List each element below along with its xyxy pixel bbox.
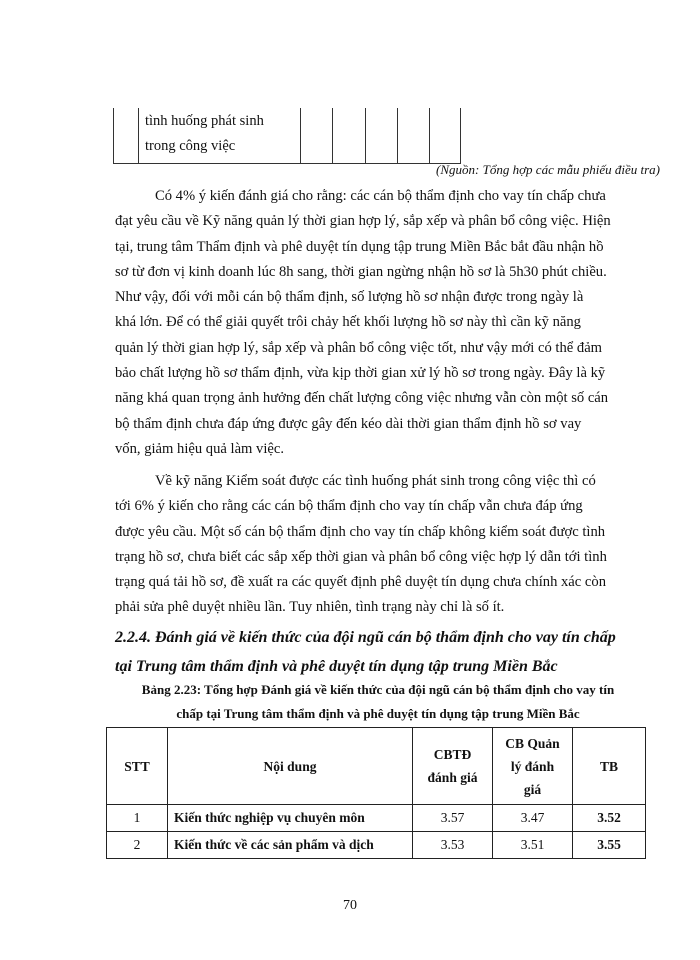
continued-table-fragment: [113, 108, 461, 164]
header-content: Nội dung: [168, 728, 413, 805]
table-caption: [112, 678, 644, 726]
text-line: quản lý thời gian hợp lý, sắp xếp và phân bổ công việc tốt, như vậy mới có thể đảm: [115, 339, 603, 356]
caption-line: chấp tại Trung tâm thẩm định và phê duyệt tín dụng tập trung Miền Bắc: [176, 706, 580, 721]
text-line: trạng hồ sơ, chưa biết các sắp xếp thời gian và phân bổ công việc hợp lý dẫn tới tình: [115, 548, 607, 565]
source-note: (Nguồn: Tổng hợp các mẫu phiếu điều tra): [436, 162, 660, 177]
cell-cbtd: 3.57: [413, 805, 493, 832]
page-number: 70: [343, 898, 357, 913]
table-border: [460, 108, 461, 164]
caption-line: Bảng 2.23: Tổng hợp Đánh giá về kiến thức của đội ngũ cán bộ thẩm định cho vay tín: [141, 682, 615, 697]
header-line: CB Quản: [505, 735, 560, 751]
table-border: [429, 108, 430, 164]
header-tb: TB: [573, 728, 646, 805]
paragraph-time-management: [115, 184, 632, 462]
text-line: phải sửa phê duyệt nhiều lần. Tuy nhiên, tình trạng này chỉ là số ít.: [115, 599, 505, 616]
table-border: [365, 108, 366, 164]
cell-stt: 2: [107, 832, 168, 859]
text-line: năng khá quan trọng ảnh hưởng đến chất lượng công việc nhưng vẫn còn một số cán: [115, 390, 609, 407]
table-row: [107, 805, 646, 832]
text-line: đạt yêu cầu về Kỹ năng quản lý thời gian hợp lý, sắp xếp và phân bổ công việc. Hiện: [115, 213, 611, 230]
text-line: tại, trung tâm Thẩm định và phê duyệt tín dụng tập trung Miền Bắc bắt đầu nhận hồ: [115, 238, 604, 255]
header-line: lý đánh: [510, 758, 555, 774]
cell-cbql: 3.47: [493, 805, 573, 832]
text-line: Có 4% ý kiến đánh giá cho rằng: các cán bộ thẩm định cho vay tín chấp chưa: [155, 188, 606, 204]
table-border: [113, 163, 461, 164]
section-heading: [115, 623, 635, 681]
text-line: bảo chất lượng hồ sơ thẩm định, vừa kịp thời gian xử lý hồ sơ trong ngày. Đây là kỹ: [115, 365, 606, 382]
table-border: [397, 108, 398, 164]
text-line: tới 6% ý kiến cho rằng các cán bộ thẩm định cho vay tín chấp vẫn chưa đáp ứng: [115, 498, 583, 515]
table-border: [113, 108, 114, 164]
table-border: [138, 108, 139, 164]
cell-tb: 3.55: [573, 832, 646, 859]
cell-tb: 3.52: [573, 805, 646, 832]
text-line: trạng quá tải hồ sơ, đề xuất ra các quyết định phê duyệt tín dụng chưa chính xác còn: [115, 574, 606, 591]
heading-line: tại Trung tâm thẩm định và phê duyệt tín dụng tập trung Miền Bắc: [115, 658, 558, 675]
header-line: giá: [523, 781, 542, 797]
table-border: [332, 108, 333, 164]
header-line: đánh giá: [427, 770, 478, 785]
header-line: CBTĐ: [433, 747, 472, 762]
table-cell-text: tình huống phát sinh: [145, 113, 264, 129]
text-line: Về kỹ năng Kiểm soát được các tình huống phát sinh trong công việc thì có: [155, 473, 596, 489]
text-line: vốn, giảm hiệu quả làm việc.: [115, 440, 284, 457]
text-line: Như vậy, đối với mỗi cán bộ thẩm định, số lượng hồ sơ nhận được trong ngày là: [115, 289, 584, 306]
knowledge-evaluation-table: [106, 727, 646, 859]
table-header-row: [107, 728, 646, 805]
text-line: bộ thẩm định chưa đáp ứng được gây đến kéo dài thời gian thẩm định hồ sơ vay: [115, 415, 582, 432]
paragraph-situation-control: [115, 469, 632, 621]
header-stt: STT: [107, 728, 168, 805]
cell-content: Kiến thức nghiệp vụ chuyên môn: [168, 805, 413, 832]
heading-line: 2.2.4. Đánh giá về kiến thức của đội ngũ cán bộ thẩm định cho vay tín chấp: [115, 629, 616, 646]
cell-stt: 1: [107, 805, 168, 832]
text-line: sơ từ đơn vị kinh doanh lúc 8h sang, thời gian ngừng nhận hồ sơ là 5h30 phút chiều.: [115, 263, 607, 280]
header-cbtd: [413, 728, 493, 805]
text-line: khá lớn. Để có thể giải quyết trôi chảy hết khối lượng hồ sơ này thì cần kỹ năng: [115, 314, 581, 331]
text-line: được yêu cầu. Một số cán bộ thẩm định cho vay tín chấp không kiểm soát được tình: [115, 523, 606, 540]
cell-cbtd: 3.53: [413, 832, 493, 859]
header-cbql: [493, 728, 573, 805]
cell-cbql: 3.51: [493, 832, 573, 859]
table-border: [300, 108, 301, 164]
table-cell-text: trong công việc: [145, 138, 236, 154]
cell-content: Kiến thức về các sản phẩm và dịch: [168, 832, 413, 859]
table-row: [107, 832, 646, 859]
